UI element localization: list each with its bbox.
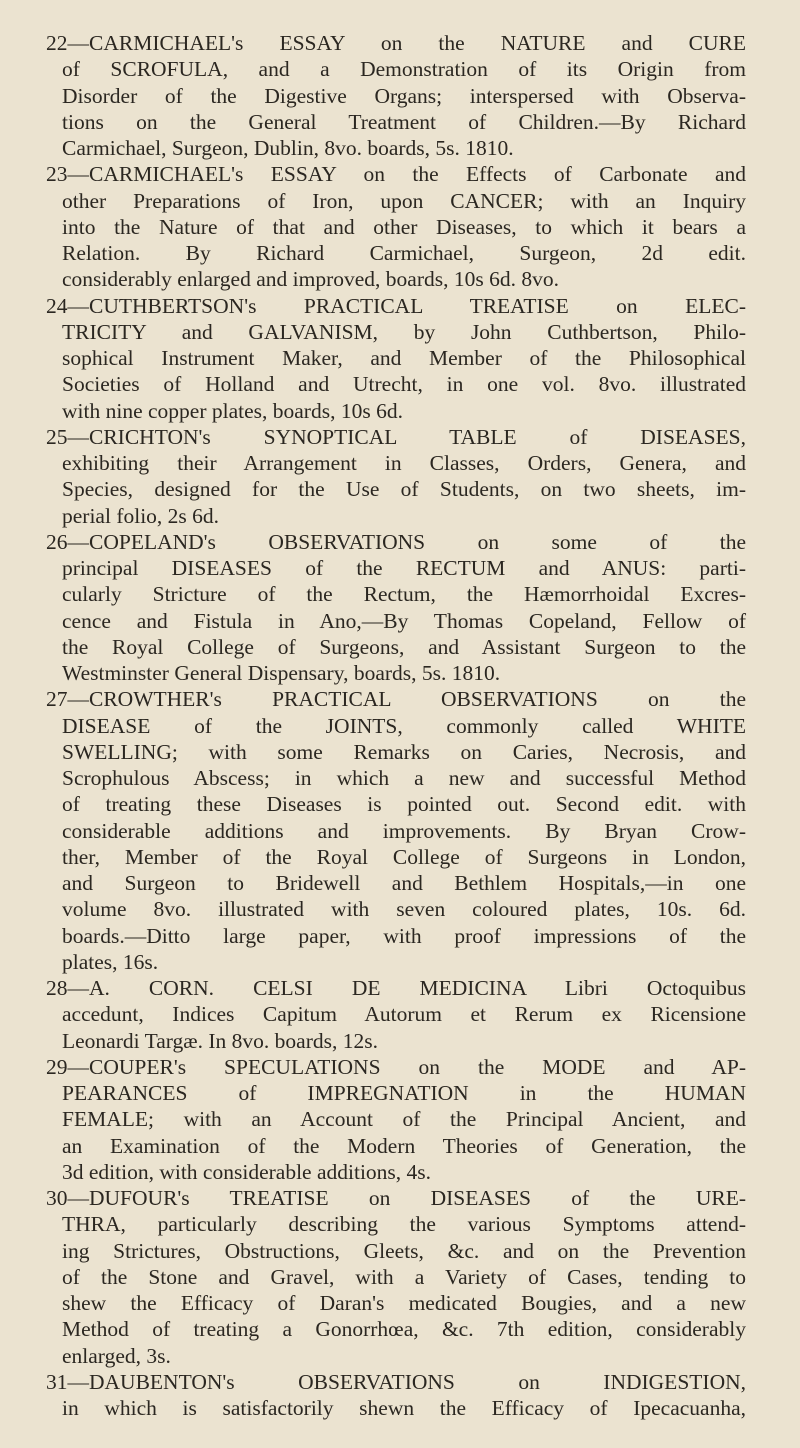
catalogue-entry-30 xyxy=(46,1185,746,1369)
entry-title-line: 23—CARMICHAEL's ESSAY on the Effects of Carbonate and xyxy=(46,162,746,187)
entry-title-line: 27—CROWTHER's PRACTICAL OBSERVATIONS on the xyxy=(46,687,746,712)
catalogue-entry-24 xyxy=(46,293,746,424)
entry-text-line: cularly Stricture of the Rectum, the Hæmorrhoidal Excres- xyxy=(62,582,746,607)
entry-title-line: 25—CRICHTON's SYNOPTICAL TABLE of DISEASES, xyxy=(46,424,746,449)
catalogue-page xyxy=(46,30,746,1421)
entry-text-line: plates, 16s. xyxy=(62,949,159,974)
catalogue-entry-22 xyxy=(46,30,746,161)
entry-text-line: of SCROFULA, and a Demonstration of its Origin from xyxy=(62,57,746,82)
entry-title-line: 28—A. CORN. CELSI DE MEDICINA Libri Octoquibus xyxy=(46,976,746,1000)
entry-title-line: 26—COPELAND's OBSERVATIONS on some of the xyxy=(46,529,746,554)
entry-text-line: Carmichael, Surgeon, Dublin, 8vo. boards, 5s. 1810. xyxy=(62,136,514,160)
entry-title-line: 30—DUFOUR's TREATISE on DISEASES of the URE- xyxy=(46,1186,746,1210)
entry-text-line: of treating these Diseases is pointed out. Second edit. with xyxy=(62,792,746,817)
catalogue-entry-29 xyxy=(46,1054,746,1185)
entry-text-line: an Examination of the Modern Theories of Generation, the xyxy=(62,1133,746,1158)
entry-text-line: shew the Efficacy of Daran's medicated Bougies, and a new xyxy=(62,1291,746,1315)
entry-text-line: Societies of Holland and Utrecht, in one vol. 8vo. illustrated xyxy=(62,372,746,397)
entry-text-line: the Royal College of Surgeons, and Assistant Surgeon to the xyxy=(62,634,746,659)
entry-title-line: 22—CARMICHAEL's ESSAY on the NATURE and CURE xyxy=(46,31,746,55)
entry-text-line: perial folio, 2s 6d. xyxy=(62,503,220,528)
catalogue-entry-26 xyxy=(46,529,746,687)
entry-text-line: cence and Fistula in Ano,—By Thomas Copeland, Fellow of xyxy=(62,608,746,633)
entry-text-line: ther, Member of the Royal College of Surgeons in London, xyxy=(62,844,746,869)
entry-text-line: enlarged, 3s. xyxy=(62,1343,171,1368)
entry-text-line: PEARANCES of IMPREGNATION in the HUMAN xyxy=(62,1081,746,1105)
entry-text-line: TRICITY and GALVANISM, by John Cuthbertson, Philo- xyxy=(62,319,746,344)
entry-text-line: Westminster General Dispensary, boards, 5s. 1810. xyxy=(62,661,501,685)
entry-text-line: and Surgeon to Bridewell and Bethlem Hospitals,—in one xyxy=(62,871,746,895)
catalogue-entry-31 xyxy=(46,1369,746,1422)
catalogue-entry-27 xyxy=(46,686,746,975)
entry-text-line: considerably enlarged and improved, boards, 10s 6d. 8vo. xyxy=(62,267,559,292)
entry-text-line: Disorder of the Digestive Organs; interspersed with Observa- xyxy=(62,83,746,108)
entry-text-line: Relation. By Richard Carmichael, Surgeon, 2d edit. xyxy=(62,241,746,265)
entry-text-line: tions on the General Treatment of Children.—By Richard xyxy=(62,109,746,134)
entry-text-line: considerable additions and improvements. By Bryan Crow- xyxy=(62,818,746,843)
entry-text-line: exhibiting their Arrangement in Classes, Orders, Genera, and xyxy=(62,451,746,475)
entry-text-line: boards.—Ditto large paper, with proof impressions of the xyxy=(62,923,746,948)
entry-text-line: Species, designed for the Use of Students, on two sheets, im- xyxy=(62,477,746,502)
catalogue-entry-28 xyxy=(46,975,746,1054)
entry-text-line: ing Strictures, Obstructions, Gleets, &c. and on the Prevention xyxy=(62,1238,746,1263)
entry-text-line: other Preparations of Iron, upon CANCER; with an Inquiry xyxy=(62,188,746,213)
entry-text-line: Leonardi Targæ. In 8vo. boards, 12s. xyxy=(62,1028,378,1053)
entry-title-line: 29—COUPER's SPECULATIONS on the MODE and AP- xyxy=(46,1054,746,1079)
entry-text-line: into the Nature of that and other Diseases, to which it bears a xyxy=(62,214,746,239)
entry-text-line: DISEASE of the JOINTS, commonly called WHITE xyxy=(62,713,746,738)
entry-text-line: principal DISEASES of the RECTUM and ANUS: parti- xyxy=(62,556,746,580)
entry-text-line: THRA, particularly describing the various Symptoms attend- xyxy=(62,1212,746,1237)
entry-text-line: Method of treating a Gonorrhœa, &c. 7th edition, considerably xyxy=(62,1317,746,1342)
catalogue-entry-23 xyxy=(46,161,746,292)
entry-title-line: 24—CUTHBERTSON's PRACTICAL TREATISE on ELEC- xyxy=(46,293,746,318)
entry-text-line: of the Stone and Gravel, with a Variety of Cases, tending to xyxy=(62,1264,746,1289)
entry-text-line: FEMALE; with an Account of the Principal Ancient, and xyxy=(62,1107,746,1132)
entry-text-line: SWELLING; with some Remarks on Caries, Necrosis, and xyxy=(62,739,746,764)
entry-text-line: Scrophulous Abscess; in which a new and successful Method xyxy=(62,766,746,790)
entry-text-line: 3d edition, with considerable additions, 4s. xyxy=(62,1159,432,1184)
entry-text-line: sophical Instrument Maker, and Member of the Philosophical xyxy=(62,346,746,370)
entry-title-line: 31—DAUBENTON's OBSERVATIONS on INDIGESTION, xyxy=(46,1369,746,1394)
entry-text-line: with nine copper plates, boards, 10s 6d. xyxy=(62,398,403,423)
entry-text-line: in which is satisfactorily shewn the Efficacy of Ipecacuanha, xyxy=(62,1396,746,1420)
entry-text-line: volume 8vo. illustrated with seven coloured plates, 10s. 6d. xyxy=(62,897,746,922)
entry-text-line: accedunt, Indices Capitum Autorum et Rerum ex Ricensione xyxy=(62,1002,746,1027)
catalogue-entry-25 xyxy=(46,424,746,529)
